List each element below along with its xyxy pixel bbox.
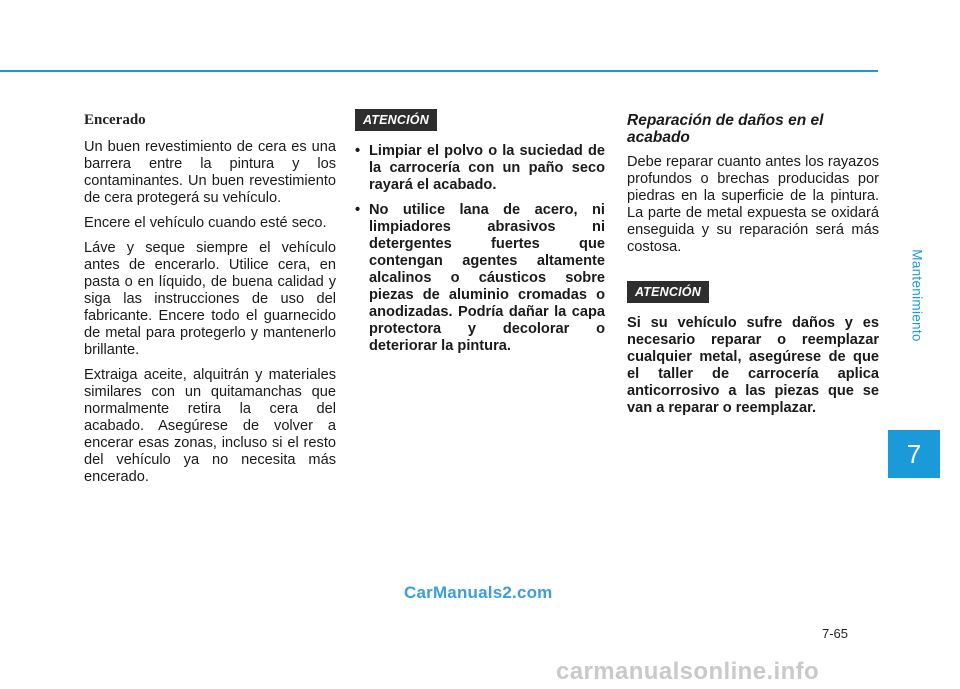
bullet-icon: • [355,143,361,159]
chapter-number-tab: 7 [888,430,940,478]
list-item-text: No utilice lana de acero, ni limpiadores abrasivos ni detergentes fuertes que contengan agentes altamente alcalinos o cáusticos sobre piezas de aluminio cromadas o anodizadas. Podría dañar la capa protectora y decolorar o deteriorar la pintura. [369,202,605,354]
list-item-text: Limpiar el polvo o la suciedad de la carrocería con un paño seco rayará el acabado. [369,143,605,193]
attention-badge: ATENCIÓN [627,281,709,303]
left-column [84,106,336,494]
paragraph: Un buen revestimiento de cera es una barrera entre la pintura y los contaminantes. Un buen revestimiento de cera protegerá su vehículo. [84,139,336,206]
right-column [627,106,879,425]
middle-column [355,106,605,363]
bullet-icon: • [355,202,361,218]
paragraph: Láve y seque siempre el vehículo antes de encerarlo. Utilice cera, en pasta o en líquido, de buena calidad y siga las instrucciones de uso del fabricante. Encere todo el guarnecido de metal para protegerlo y mantenerlo brillante. [84,240,336,358]
chapter-side-label [892,175,942,415]
attention-badge: ATENCIÓN [355,109,437,131]
section-heading-waxing: Encerado [84,112,146,128]
attention-list [355,143,605,355]
paragraph: Encere el vehículo cuando esté seco. [84,215,327,231]
section-heading-finish-repair: Reparación de daños en el acabado [627,112,824,146]
list-item [355,143,605,194]
warning-text: Si su vehículo sufre daños y es necesario reparar o reemplazar cualquier metal, asegúrese de que el taller de carrocería aplica anticorrosivo a las piezas que se van a reparar o reemplazar. [627,315,879,416]
header-rule [0,70,878,72]
watermark-footer: carmanualsonline.info [556,658,820,685]
page-number: 7-65 [822,626,849,641]
chapter-title: Mantenimiento [909,248,925,342]
list-item [355,202,605,355]
watermark-link[interactable]: CarManuals2.com [404,583,553,602]
paragraph: Extraiga aceite, alquitrán y materiales similares con un quitamanchas que normalmente retira la cera del acabado. Asegúrese de volver a encerar esas zonas, incluso si el resto del vehículo ya no necesita más encerado. [84,367,336,485]
paragraph: Debe reparar cuanto antes los rayazos profundos o brechas producidas por piedras en la superficie de la pintura. La parte de metal expuesta se oxidará enseguida y su reparación será más costosa. [627,154,879,255]
